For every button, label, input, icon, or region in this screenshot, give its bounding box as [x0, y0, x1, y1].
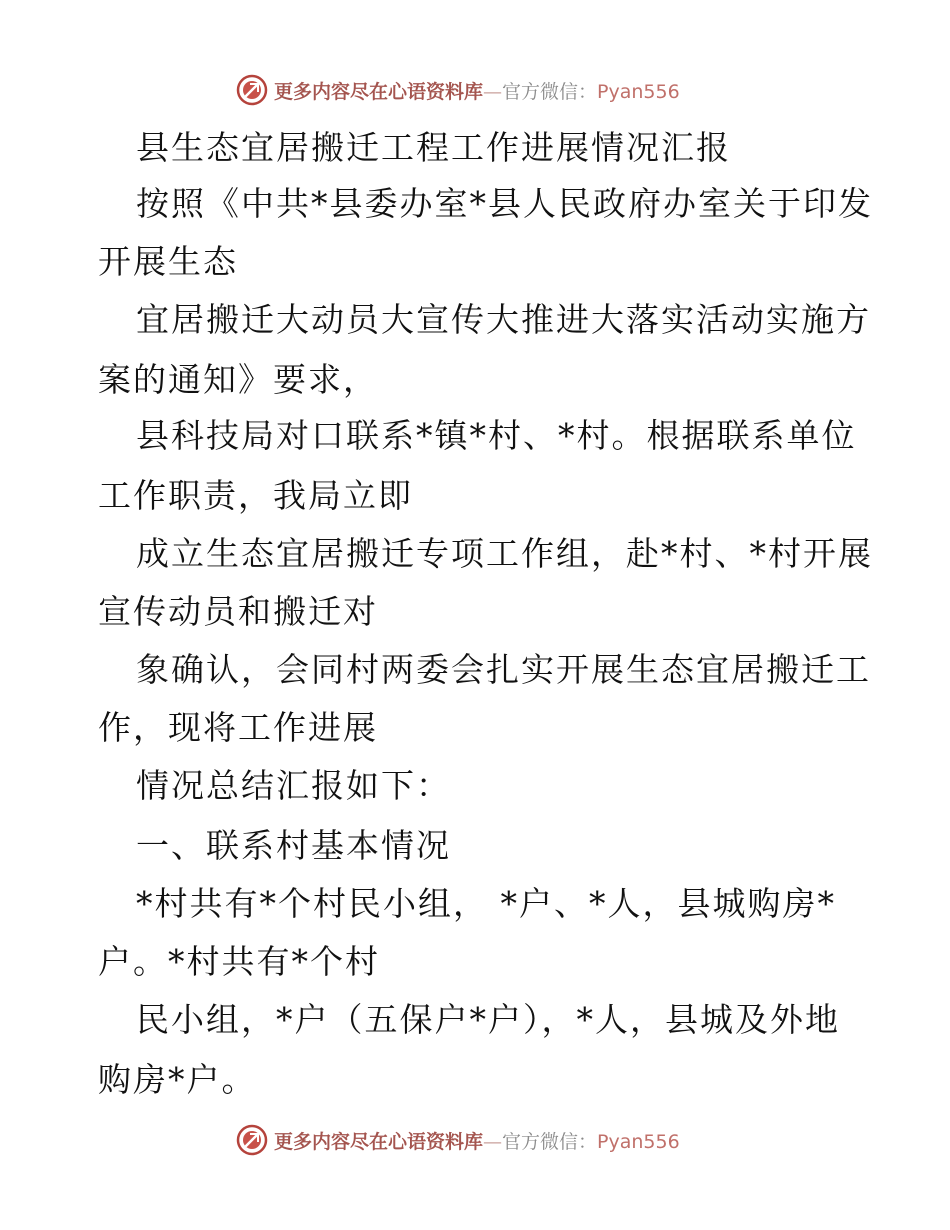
paragraph-line: 宣传动员和搬迁对 — [98, 592, 378, 631]
section-heading: 一、联系村基本情况 — [136, 826, 451, 865]
watermark-dash: — — [483, 80, 503, 103]
paragraph-line: 县科技局对口联系*镇*村、*村。根据联系单位 — [136, 416, 857, 455]
paragraph-line: 民小组，*户（五保户*户），*人，县城及外地 — [136, 1000, 840, 1039]
paragraph-line: 工作职责，我局立即 — [98, 476, 413, 515]
watermark-text — [274, 77, 680, 104]
paragraph-line: 象确认，会同村两委会扎实开展生态宜居搬迁工 — [136, 650, 871, 689]
paragraph-line: 案的通知》要求， — [98, 360, 378, 399]
paragraph-line: 情况总结汇报如下： — [136, 766, 451, 805]
red-circle-logo-icon — [236, 74, 268, 106]
watermark-main-text: 更多内容尽在心语资料库 — [274, 80, 484, 103]
paragraph-line: 户。*村共有*个村 — [98, 942, 380, 981]
paragraph-line: 作，现将工作进展 — [98, 708, 378, 747]
document-title: 县生态宜居搬迁工程工作进展情况汇报 — [136, 128, 731, 167]
red-circle-logo-icon — [236, 1124, 268, 1156]
paragraph-line: 成立生态宜居搬迁专项工作组，赴*村、*村开展 — [136, 534, 873, 573]
watermark-main-text: 更多内容尽在心语资料库 — [274, 1130, 484, 1153]
watermark-text — [274, 1127, 680, 1154]
watermark-wechat-id: Pyan556 — [597, 80, 680, 103]
watermark-wechat-label: 官方微信： — [502, 80, 598, 103]
footer-watermark — [236, 1123, 680, 1157]
watermark-wechat-id: Pyan556 — [597, 1130, 680, 1153]
watermark-wechat-label: 官方微信： — [502, 1130, 598, 1153]
paragraph-line: *村共有*个村民小组， *户、*人，县城购房* — [136, 884, 836, 923]
paragraph-line: 宜居搬迁大动员大宣传大推进大落实活动实施方 — [136, 300, 871, 339]
header-watermark — [236, 73, 680, 107]
paragraph-line: 开展生态 — [98, 242, 238, 281]
watermark-dash: — — [483, 1130, 503, 1153]
paragraph-line: 按照《中共*县委办室*县人民政府办室关于印发 — [136, 184, 873, 223]
paragraph-line: 购房*户。 — [98, 1060, 257, 1099]
